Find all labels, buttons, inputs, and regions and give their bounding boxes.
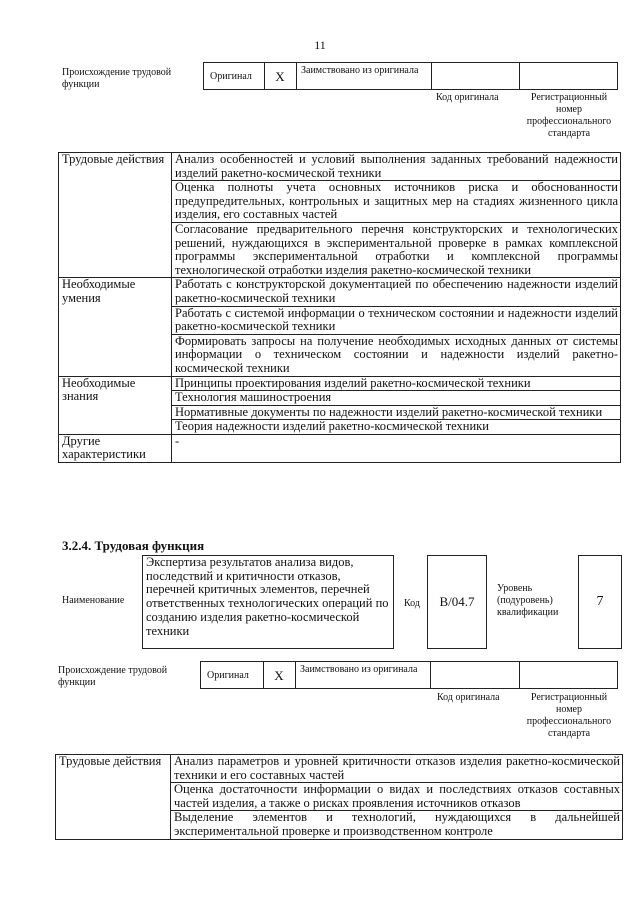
table-cell: Выделение элементов и технологий, нуждающихся в дальнейшей экспериментальной проверке и производственном контроле <box>171 811 623 839</box>
table-cell: Согласование предварительного перечня конструкторских и технологических решений, нуждающихся в экспериментальной проверке в рамках комплексной программы экспериментальной отработки и комплексной программы технологической отработки изделия ракетно-космической техники <box>172 222 621 277</box>
section-heading: 3.2.4. Трудовая функция <box>62 538 205 553</box>
original-label: Оригинал <box>210 71 252 82</box>
row-header: Необходимые знания <box>59 376 172 434</box>
table-cell: Теория надежности изделий ракетно-космической техники <box>172 420 621 435</box>
original-mark: X <box>274 668 284 683</box>
table-cell: Нормативные документы по надежности изделий ракетно-космической техники <box>172 405 621 420</box>
row-header: Необходимые умения <box>59 278 172 376</box>
page-number: 11 <box>314 38 326 52</box>
table-cell: Работать с конструкторской документацией по обеспечению надежности изделий ракетно-космической техники <box>172 278 621 306</box>
code-value: B/04.7 <box>439 594 475 609</box>
table-row <box>59 434 621 462</box>
function-name-box <box>142 555 394 649</box>
code-original-label: Код оригинала <box>437 692 500 703</box>
origin-box <box>200 661 618 689</box>
table-row <box>56 755 623 783</box>
table-cell: Принципы проектирования изделий ракетно-космической техники <box>172 376 621 391</box>
row-header: Другие характеристики <box>59 434 172 462</box>
name-label: Наименование <box>62 595 125 606</box>
table-cell: Оценка полноты учета основных источников риска и обоснованности предупредительных, контрольных и защитных мер на стадиях жизненного цикла изделия, его составных частей <box>172 181 621 223</box>
table-cell: Технология машиностроения <box>172 391 621 406</box>
code-box <box>427 555 487 649</box>
table-row <box>59 153 621 181</box>
origin-label: Происхождение трудовой функции <box>58 665 168 688</box>
table-cell: Формировать запросы на получение необходимых исходных данных от системы информации о техническом состоянии и надежности изделий ракетно-космической техники <box>172 334 621 376</box>
table-cell: Работать с системой информации о техническом состоянии и надежности изделий ракетно-космической техники <box>172 306 621 334</box>
code-label: Код <box>404 598 420 609</box>
original-mark: X <box>275 69 285 84</box>
origin-label: Происхождение трудовой функции <box>62 67 172 90</box>
table-cell: Оценка достаточности информации о видах и последствиях отказов составных частей изделия, а также о рисках проявления источников отказов <box>171 783 623 811</box>
level-label: Уровень (подуровень) квалификации <box>497 583 559 618</box>
table-cell: Анализ особенностей и условий выполнения заданных требований надежности изделий ракетно-космической техники <box>172 153 621 181</box>
function-table-1 <box>58 152 621 463</box>
table-row <box>59 278 621 306</box>
level-box <box>578 555 622 649</box>
table-cell: - <box>172 434 621 462</box>
table-cell: Анализ параметров и уровней критичности отказов изделия ракетно-космической техники и его составных частей <box>171 755 623 783</box>
original-label: Оригинал <box>207 670 249 681</box>
reg-number-label: Регистрационный номер профессионального стандарта <box>526 692 612 739</box>
borrowed-label: Заимствовано из оригинала <box>301 65 419 76</box>
function-table-2 <box>55 754 623 840</box>
borrowed-label: Заимствовано из оригинала <box>300 664 418 675</box>
row-header: Трудовые действия <box>56 755 171 840</box>
reg-number-label: Регистрационный номер профессионального стандарта <box>526 92 612 139</box>
level-value: 7 <box>596 594 604 609</box>
code-original-label: Код оригинала <box>436 92 499 103</box>
function-name: Экспертиза результатов анализа видов, последствий и критичности отказов, перечней критичных элементов, перечней ответственных технологических операций по созданию изделия ракетно-космической техники <box>146 555 389 638</box>
table-row <box>59 376 621 391</box>
origin-box <box>203 62 618 90</box>
row-header: Трудовые действия <box>59 153 172 278</box>
